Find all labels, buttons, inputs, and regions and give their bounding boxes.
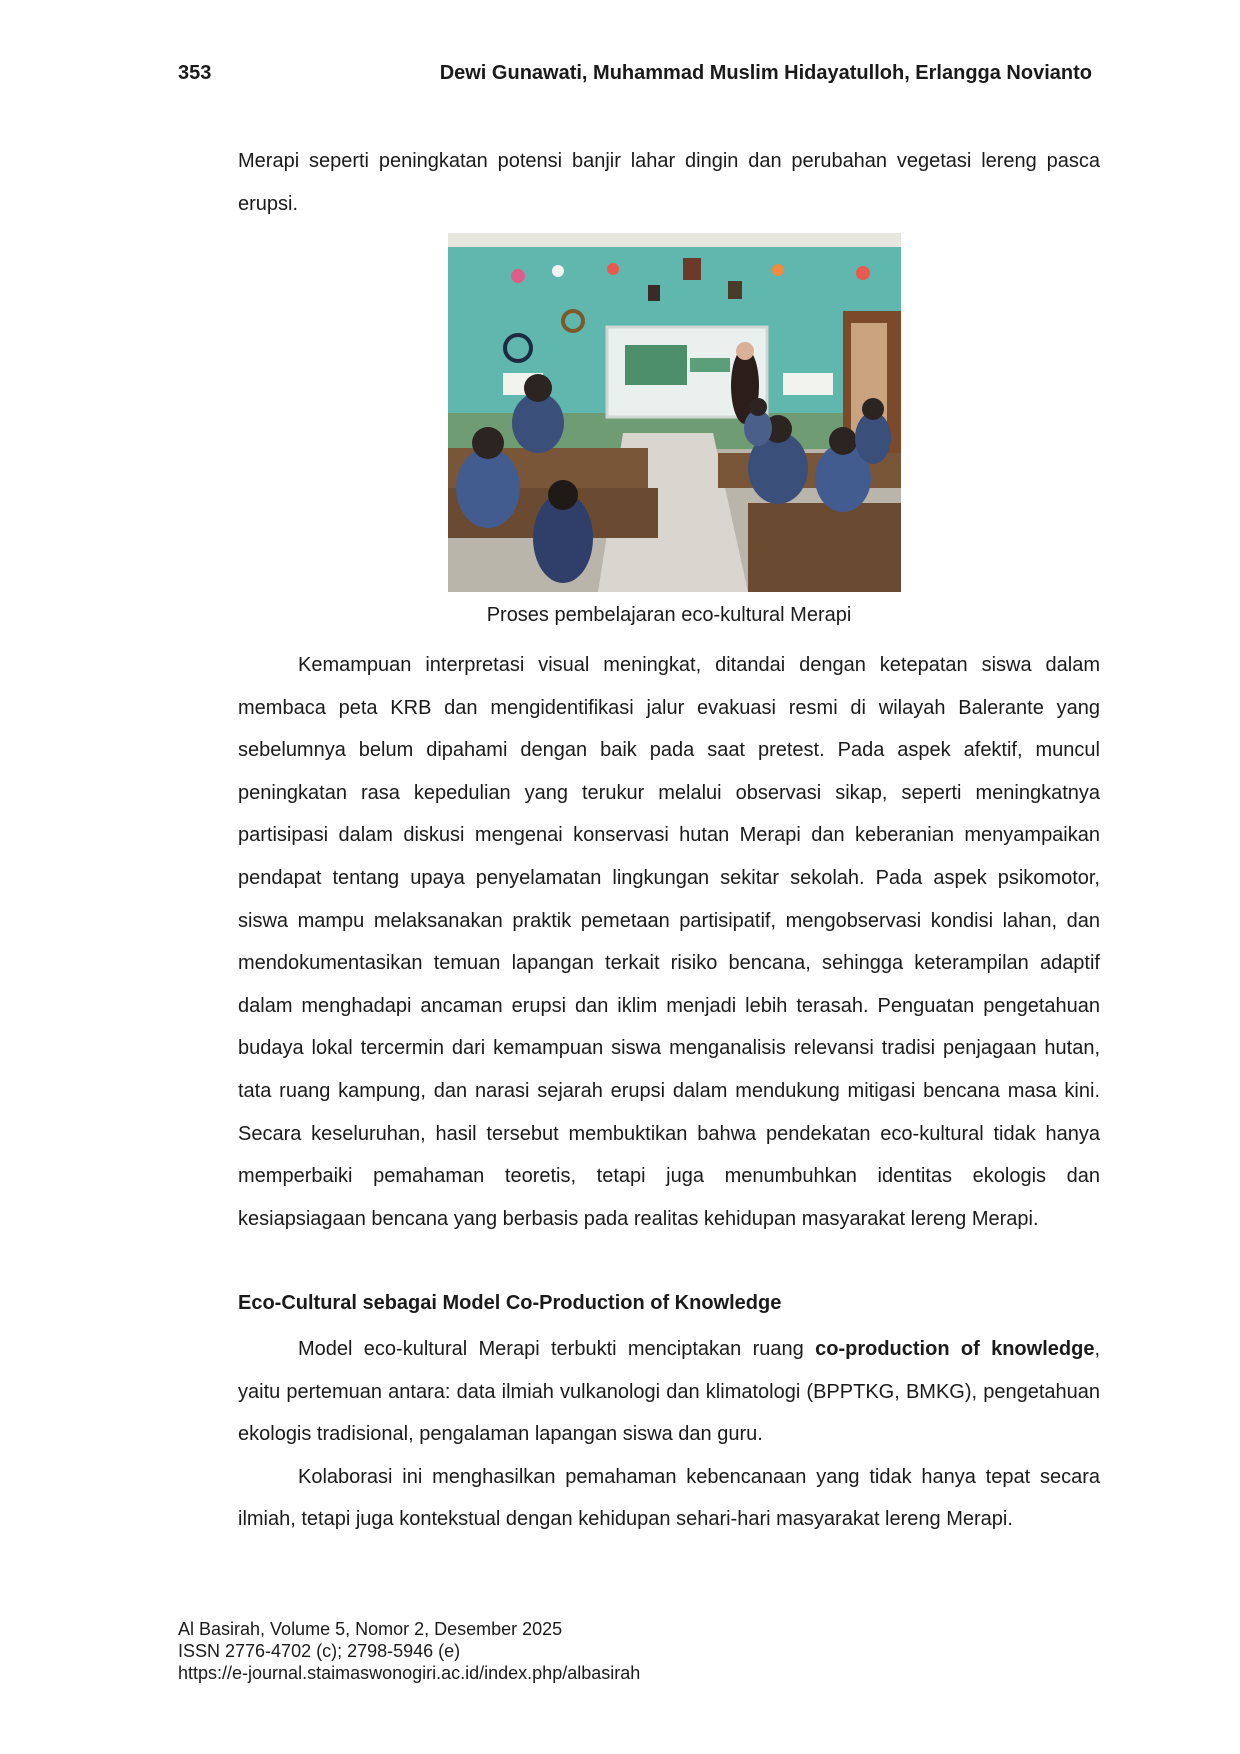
co-production-section bbox=[238, 1328, 1100, 1541]
co-production-paragraph bbox=[238, 1328, 1100, 1456]
footer-url: https://e-journal.staimaswonogiri.ac.id/index.php/albasirah bbox=[178, 1663, 641, 1683]
co-production-term: co-production of knowledge bbox=[815, 1338, 1095, 1360]
footer-journal: Al Basirah, Volume 5, Nomor 2, Desember 2025 bbox=[178, 1619, 563, 1639]
co-production-intro: Model eco-kultural Merapi terbukti menciptakan ruang bbox=[298, 1338, 816, 1360]
journal-footer bbox=[178, 1618, 640, 1684]
figure-caption: Proses pembelajaran eco-kultural Merapi bbox=[486, 604, 852, 626]
running-header-authors: Dewi Gunawati, Muhammad Muslim Hidayatulloh, Erlangga Novianto bbox=[439, 62, 1092, 84]
results-paragraph-text: Kemampuan interpretasi visual meningkat, ditandai dengan ketepatan siswa dalam membaca peta KRB dan mengidentifikasi jalur evakuasi resmi di wilayah Balerante yang sebelumnya belum dipahami dengan baik pada saat pretest. Pada aspek afektif, muncul peningkatan rasa kepedulian yang terukur melalui observasi sikap, seperti meningkatnya partisipasi dalam diskusi mengenai konservasi hutan Merapi dan keberanian menyampaikan pendapat tentang upaya penyelamatan lingkungan sekitar sekolah. Pada aspek psikomotor, siswa mampu melaksanakan praktik pemetaan partisipatif, mengobservasi kondisi lahan, dan mendokumentasikan temuan lapangan terkait risiko bencana, sehingga keterampilan adaptif dalam menghadapi ancaman erupsi dan iklim menjadi lebih terasah. Penguatan pengetahuan budaya lokal tercermin dari kemampuan siswa menganalisis relevansi tradisi penjagaan hutan, tata ruang kampung, dan narasi sejarah erupsi dalam mendukung mitigasi bencana masa kini. Secara keseluruhan, hasil tersebut membuktikan bahwa pendekatan eco-kultural tidak hanya memperbaiki pemahaman teoretis, tetapi juga menumbuhkan identitas ekologis dan kesiapsiagaan bencana yang berbasis pada realitas kehidupan masyarakat lereng Merapi. bbox=[238, 654, 1100, 1230]
continued-paragraph-text: Merapi seperti peningkatan potensi banjir lahar dingin dan perubahan vegetasi lereng pasca erupsi. bbox=[238, 150, 1100, 215]
collaboration-paragraph: Kolaborasi ini menghasilkan pemahaman kebencanaan yang tidak hanya tepat secara ilmiah, tetapi juga kontekstual dengan kehidupan sehari-hari masyarakat lereng Merapi. bbox=[238, 1465, 1100, 1531]
continued-paragraph bbox=[238, 140, 1100, 225]
page-number: 353 bbox=[178, 62, 212, 84]
section-heading: Eco-Cultural sebagai Model Co-Production of Knowledge bbox=[238, 1292, 782, 1314]
results-paragraph bbox=[238, 644, 1100, 1240]
footer-issn: ISSN 2776-4702 (c); 2798-5946 (e) bbox=[178, 1641, 461, 1661]
co-production-rest: , yaitu pertemuan antara: data ilmiah vulkanologi dan klimatologi (BPPTKG, BMKG), pengetahuan ekologis tradisional, pengalaman lapangan siswa dan guru. bbox=[238, 1338, 1101, 1446]
classroom-photo bbox=[448, 233, 901, 592]
